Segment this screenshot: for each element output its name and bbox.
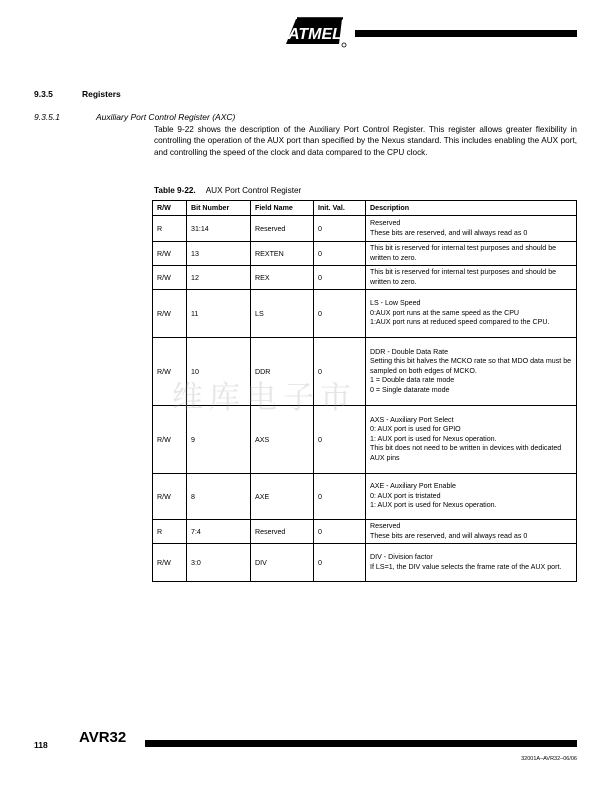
cell-bit-number: 31:14 bbox=[187, 216, 251, 242]
description-line: This bit is reserved for internal test purposes and should be written to zero. bbox=[370, 244, 557, 262]
cell-field-name: DDR bbox=[251, 338, 314, 406]
cell-rw: R/W bbox=[153, 338, 187, 406]
table-row bbox=[153, 290, 577, 338]
document-code: 32001A–AVR32–06/06 bbox=[521, 756, 577, 762]
description-line: 1 = Double data rate mode bbox=[370, 376, 455, 385]
col-header-description: Description bbox=[366, 201, 577, 216]
cell-description bbox=[366, 216, 577, 242]
subsection-title: Auxiliary Port Control Register (AXC) bbox=[96, 112, 236, 122]
table-header-row bbox=[153, 201, 577, 216]
cell-field-name: LS bbox=[251, 290, 314, 338]
cell-bit-number: 3:0 bbox=[187, 544, 251, 582]
description-line: If LS=1, the DIV value selects the frame rate of the AUX port. bbox=[370, 562, 562, 571]
cell-rw: R/W bbox=[153, 544, 187, 582]
cell-init-val: 0 bbox=[314, 216, 366, 242]
table-row bbox=[153, 266, 577, 290]
table-row bbox=[153, 520, 577, 544]
cell-bit-number: 9 bbox=[187, 406, 251, 474]
section-number: 9.3.5 bbox=[34, 89, 53, 99]
cell-field-name: REX bbox=[251, 266, 314, 290]
cell-bit-number: 8 bbox=[187, 474, 251, 520]
intro-paragraph: Table 9-22 shows the description of the Auxiliary Port Control Register. This register allows greater flexibility in controlling the operation of the AUX port than specified by the Nexus standard. This includes enabling the AUX port, and controlling the speed of the clock and data compared to the CPU clock. bbox=[154, 125, 577, 157]
cell-init-val: 0 bbox=[314, 338, 366, 406]
table-row bbox=[153, 474, 577, 520]
description-line: AXS - Auxiliary Port Select bbox=[370, 415, 454, 424]
cell-field-name: AXE bbox=[251, 474, 314, 520]
cell-description bbox=[366, 520, 577, 544]
cell-field-name: REXTEN bbox=[251, 242, 314, 266]
description-line: 0:AUX port runs at the same speed as the CPU bbox=[370, 308, 520, 317]
description-line: 1:AUX port runs at reduced speed compared to the CPU. bbox=[370, 318, 550, 327]
cell-init-val: 0 bbox=[314, 290, 366, 338]
footer-title: AVR32 bbox=[79, 729, 127, 746]
description-line: Setting this bit halves the MCKO rate so that MDO data must be sampled on both edges of MCKO. bbox=[370, 357, 572, 375]
cell-rw: R/W bbox=[153, 474, 187, 520]
footer-bar bbox=[145, 740, 577, 747]
cell-rw: R bbox=[153, 520, 187, 544]
cell-field-name: Reserved bbox=[251, 520, 314, 544]
description-line: 0: AUX port is tristated bbox=[370, 491, 441, 500]
cell-bit-number: 11 bbox=[187, 290, 251, 338]
cell-description bbox=[366, 544, 577, 582]
atmel-logo-icon bbox=[283, 14, 347, 48]
cell-rw: R/W bbox=[153, 266, 187, 290]
cell-init-val: 0 bbox=[314, 242, 366, 266]
description-line: DIV - Division factor bbox=[370, 553, 433, 562]
col-header-bit-number: Bit Number bbox=[187, 201, 251, 216]
table-row bbox=[153, 242, 577, 266]
cell-field-name: Reserved bbox=[251, 216, 314, 242]
description-line: AXE - Auxiliary Port Enable bbox=[370, 482, 456, 491]
table-row bbox=[153, 544, 577, 582]
cell-field-name: AXS bbox=[251, 406, 314, 474]
cell-init-val: 0 bbox=[314, 406, 366, 474]
cell-rw: R/W bbox=[153, 406, 187, 474]
cell-bit-number: 13 bbox=[187, 242, 251, 266]
description-line: These bits are reserved, and will always read as 0 bbox=[370, 531, 528, 540]
description-line: These bits are reserved, and will always read as 0 bbox=[370, 228, 528, 237]
cell-bit-number: 12 bbox=[187, 266, 251, 290]
description-line: Reserved bbox=[370, 522, 401, 531]
description-line: 0 = Single datarate mode bbox=[370, 385, 450, 394]
table-caption-title: AUX Port Control Register bbox=[205, 186, 302, 195]
col-header-field-name: Field Name bbox=[251, 201, 314, 216]
cell-init-val: 0 bbox=[314, 474, 366, 520]
page-number: 118 bbox=[34, 740, 48, 750]
cell-bit-number: 10 bbox=[187, 338, 251, 406]
description-line: LS - Low Speed bbox=[370, 299, 421, 308]
cell-init-val: 0 bbox=[314, 544, 366, 582]
cell-description bbox=[366, 266, 577, 290]
table-row bbox=[153, 216, 577, 242]
description-line: Reserved bbox=[370, 219, 401, 228]
col-header-rw: R/W bbox=[153, 201, 187, 216]
description-line: 1: AUX port is used for Nexus operation. bbox=[370, 501, 497, 510]
table-caption-label: Table 9-22. bbox=[154, 186, 196, 195]
table-row bbox=[153, 338, 577, 406]
cell-field-name: DIV bbox=[251, 544, 314, 582]
cell-description bbox=[366, 406, 577, 474]
description-line: 1: AUX port is used for Nexus operation. bbox=[370, 434, 497, 443]
col-header-init-val: Init. Val. bbox=[314, 201, 366, 216]
description-line: 0: AUX port is used for GPIO bbox=[370, 425, 461, 434]
cell-bit-number: 7:4 bbox=[187, 520, 251, 544]
logo-text: ATMEL bbox=[288, 26, 342, 43]
subsection-number: 9.3.5.1 bbox=[34, 112, 60, 122]
cell-description bbox=[366, 242, 577, 266]
description-line: This bit does not need to be written in devices with dedicated AUX pins bbox=[370, 444, 562, 462]
cell-description bbox=[366, 290, 577, 338]
description-line: This bit is reserved for internal test purposes and should be written to zero. bbox=[370, 268, 557, 286]
register-table bbox=[152, 200, 577, 582]
cell-rw: R/W bbox=[153, 290, 187, 338]
watermark: 维库电子市 bbox=[172, 380, 357, 416]
description-line: DDR - Double Data Rate bbox=[370, 347, 449, 356]
cell-init-val: 0 bbox=[314, 520, 366, 544]
table-caption bbox=[154, 186, 301, 195]
header-bar bbox=[355, 30, 577, 37]
cell-description bbox=[366, 338, 577, 406]
atmel-logo bbox=[283, 14, 347, 48]
cell-description bbox=[366, 474, 577, 520]
cell-rw: R bbox=[153, 216, 187, 242]
section-title: Registers bbox=[82, 89, 121, 99]
cell-init-val: 0 bbox=[314, 266, 366, 290]
cell-rw: R/W bbox=[153, 242, 187, 266]
table-row bbox=[153, 406, 577, 474]
